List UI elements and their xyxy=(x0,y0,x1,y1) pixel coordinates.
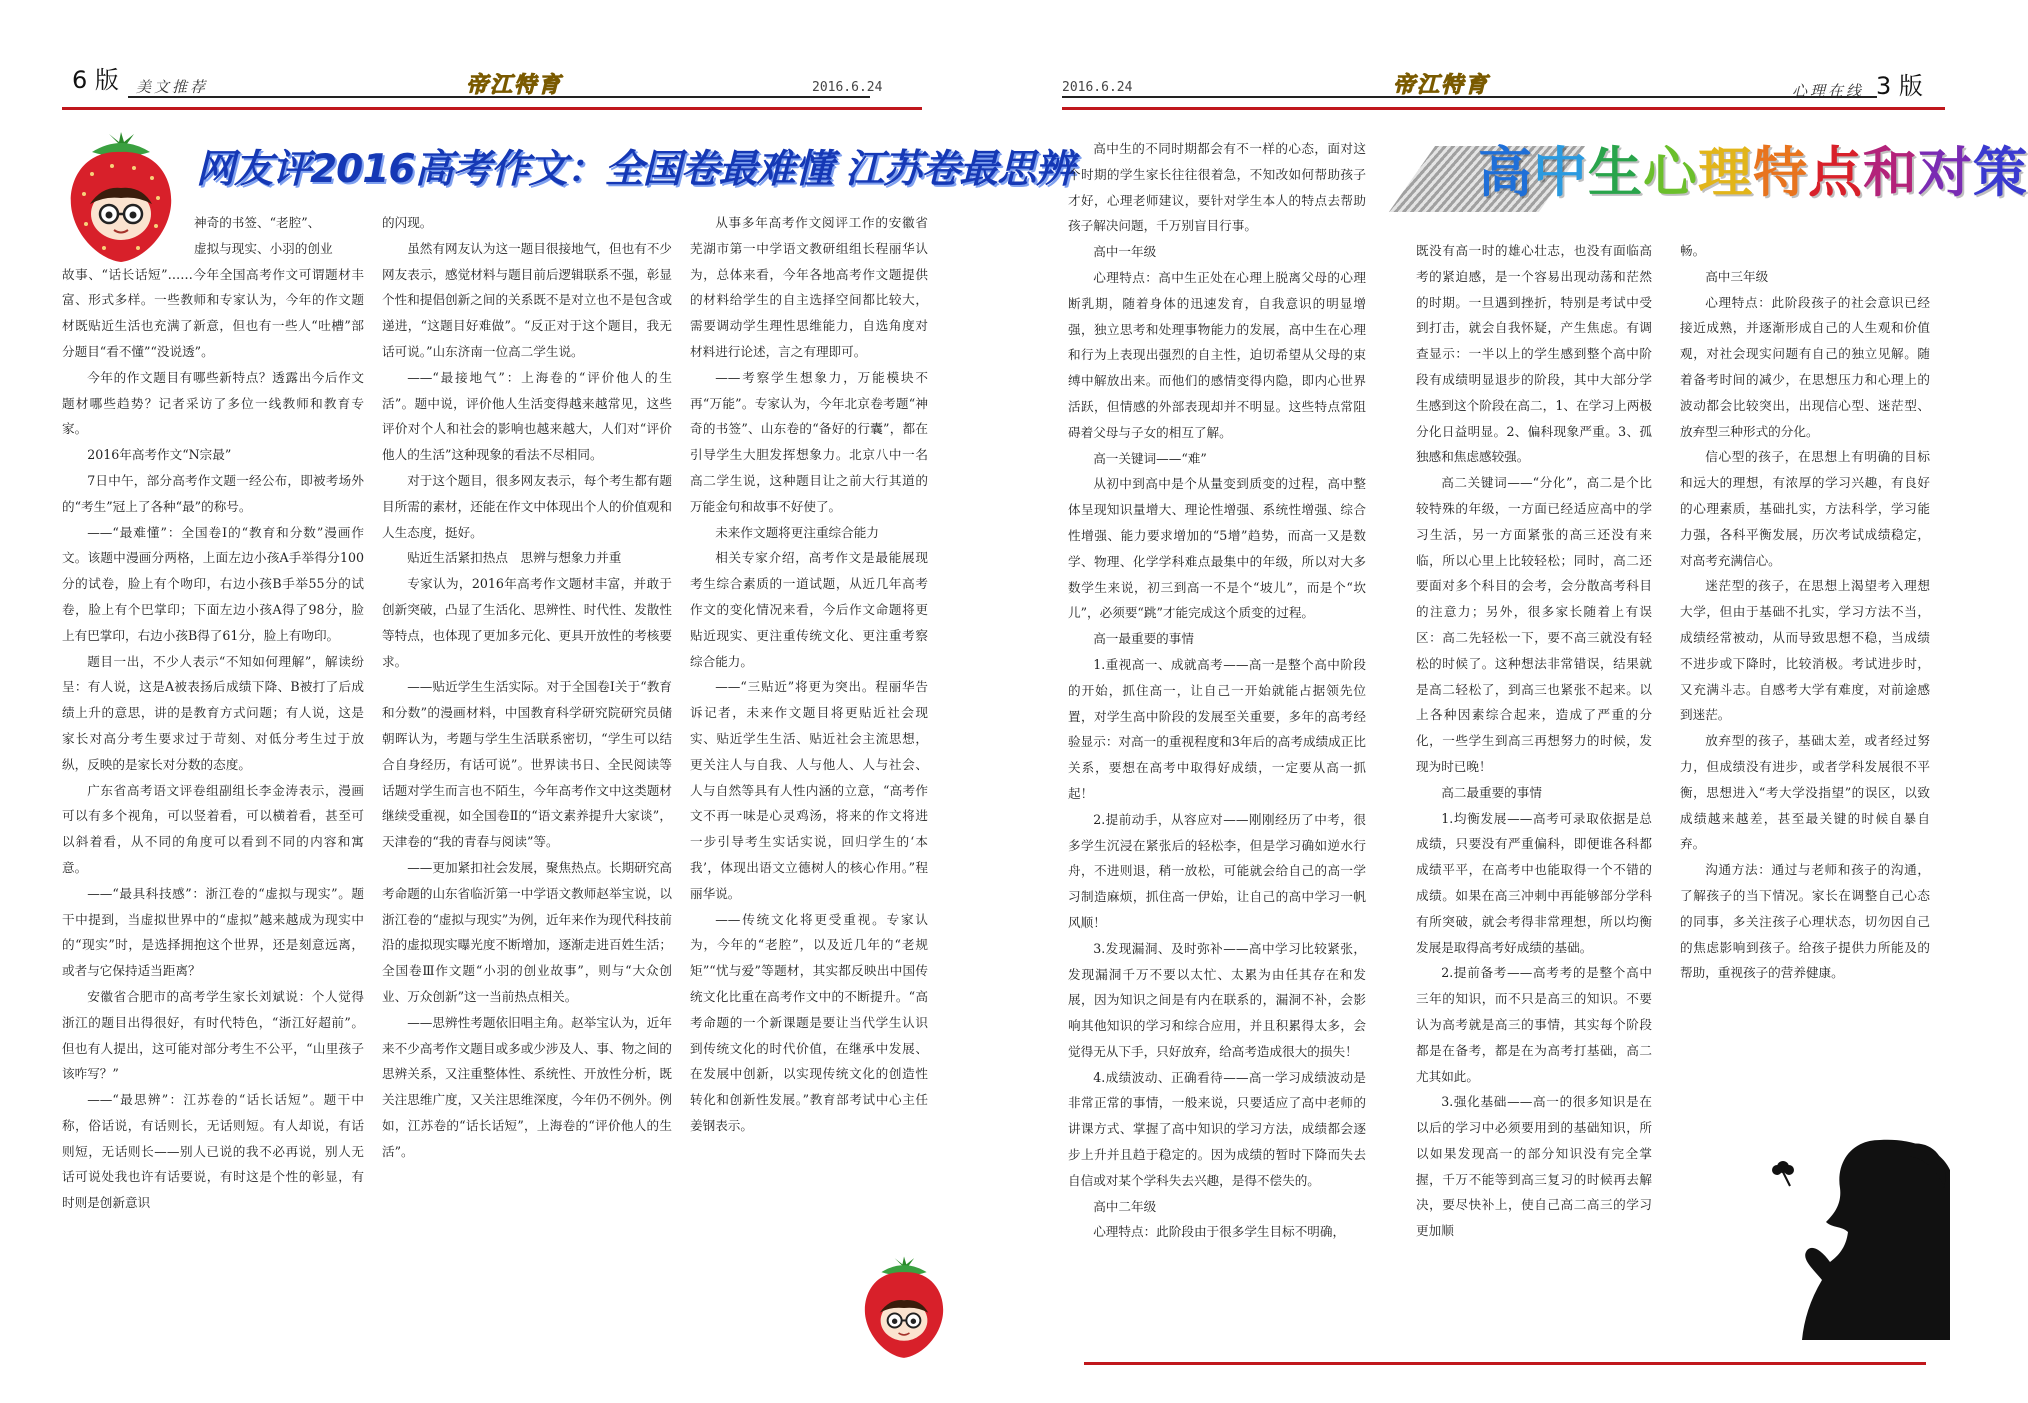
left-article-col-1 xyxy=(62,210,364,1322)
right-col2-para: 2.提前备考——高考考的是整个高中三年的知识，而不只是高三的知识。不要认为高考就是高三的事情，其实每个阶段都是在备考，都是在为高考打基础，高二尤其如此。 xyxy=(1416,965,1652,1084)
left-col2-para: 专家认为，2016年高考作文题材丰富，并敢于创新突破，凸显了生活化、思辨性、时代性、发散性等特点，也体现了更加多元化、更具开放性的考核要求。 xyxy=(382,576,672,669)
left-col1-para: 题目一出，不少人表示“不知如何理解”，解读纷呈：有人说，这是A被表扬后成绩下降、B被打了后成绩上升的意思，讲的是教育方式问题；有人说，这是家长对高分考生要求过于苛刻、对低分考生过于放纵，反映的是家长对分数的态度。 xyxy=(62,653,364,772)
left-col1-para: 故事、“话长话短”……今年全国高考作文可谓题材丰富、形式多样。一些教师和专家认为，今年的作文题材既贴近生活也充满了新意，但也有一些人“吐槽”部分题目“看不懂”“没说透”。 xyxy=(62,266,364,359)
left-col3-para: 从事多年高考作文阅评工作的安徽省芜湖市第一中学语文教研组组长程丽华认为，总体来看，今年各地高考作文题提供的材料给学生的自主选择空间都比较大，需要调动学生理性思维能力，自选角度对材料进行论述，言之有理即可。 xyxy=(690,215,928,359)
right-col3-para: 信心型的孩子，在思想上有明确的目标和远大的理想，有浓厚的学习兴趣，有良好的心理素质，基础扎实，方法科学，学习能力强，各科平衡发展，历次考试成绩稳定，对高考充满信心。 xyxy=(1680,449,1930,568)
right-masthead: 帝江特育 xyxy=(1393,73,1490,98)
left-col2-para: ——“最接地气”：上海卷的“评价他人的生活”。题中说，评价他人生活变得越来越常见，这些评价对个人和社会的影响也越来越大，人们对“评价他人的生活”这种现象的看法不尽相同。 xyxy=(382,369,672,463)
left-col3-para: ——传统文化将更受重视。专家认为，今年的“老腔”，以及近几年的“老规矩”“忧与爱”等题材，其实都反映出中国传统文化比重在高考作文中的不断提升。“高考命题的一个新课题是要让当代学生认识到传统文化的时代价值，在继承中发展、在发展中创新，以实现传统文化的创造性转化和创新性发展。”教育部考试中心主任姜钢表示。 xyxy=(690,911,928,1133)
headline-char: 对 xyxy=(1918,141,1973,204)
left-masthead: 帝江特育 xyxy=(466,73,563,98)
right-col1-para: 心理特点：此阶段由于很多学生目标不明确， xyxy=(1093,1224,1346,1240)
left-col3-para: ——考察学生想象力，万能模块不再“万能”。专家认为，今年北京卷考题“神奇的书签”、山东卷的“备好的行囊”，都在引导学生大胆发挥想象力。北京八中一名高二学生说，这种题目让之前大行其道的万能金句和故事不好使了。 xyxy=(690,369,928,514)
right-top-rule xyxy=(1062,96,1877,98)
right-col1-para: 3.发现漏洞、及时弥补——高中学习比较紧张，发现漏洞千万不要以太忙、太累为由任其存在和发展，因为知识之间是有内在联系的，漏洞不补，会影响其他知识的学习和综合应用，并且积累得太多，会觉得无从下手，只好放弃，给高考造成很大的损失！ xyxy=(1068,940,1366,1059)
right-col1-subhead: 高一关键词——“难” xyxy=(1093,450,1207,466)
right-col2-para: 3.强化基础——高一的很多知识是在以后的学习中必须要用到的基础知识，所以如果发现高一的部分知识没有完全掌握，千万不能等到高三复习的时候再去解决，要尽快补上，使自己高二高三的学习更加顺 xyxy=(1416,1094,1652,1239)
right-col3-para: 放弃型的孩子，基础太差，或者经过努力，但成绩没有进步，或者学科发展很不平衡，思想进入“考大学没指望”的误区，以致成绩越来越差，甚至最关键的时候自暴自弃。 xyxy=(1680,733,1930,852)
right-bottom-red-rule xyxy=(1084,1362,1926,1365)
right-col1-para: 高中生的不同时期都会有不一样的心态，面对这个时期的学生家长往往很着急，不知改如何帮助孩子才好，心理老师建议，要针对学生本人的特点去帮助孩子解决问题，千万别盲目行事。 xyxy=(1068,141,1366,234)
left-col3-para: 相关专家介绍，高考作文是最能展现考生综合素质的一道试题，从近几年高考作文的变化情况来看，今后作文命题将更贴近现实、更注重传统文化、更注重考察综合能力。 xyxy=(690,550,928,669)
left-article-col-2 xyxy=(382,210,672,1322)
left-col1-para: 今年的作文题目有哪些新特点？透露出今后作文题材哪些趋势？记者采访了多位一线教师和教育专家。 xyxy=(62,369,364,437)
left-col2-para: 的闪现。 xyxy=(382,215,433,230)
left-col1-para: ——“最具科技感”：浙江卷的“虚拟与现实”。题干中提到，当虚拟世界中的“虚拟”越来越成为现实中的“现实”时，是选择拥抱这个世界，还是刻意远离，或者与它保持适当距离？ xyxy=(62,885,364,979)
left-col2-para: ——更加紧扣社会发展，聚焦热点。长期研究高考命题的山东省临沂第一中学语文教师赵举宝说，以浙江卷的“虚拟与现实”为例，近年来作为现代科技前沿的虚拟现实曝光度不断增加，逐渐走进百姓生活；全国卷Ⅲ作文题“小羽的创业故事”，则与“大众创业、万众创新”这一当前热点相关。 xyxy=(382,859,672,1004)
right-article-col-1 xyxy=(1068,136,1366,1320)
left-col3-para: ——“三贴近”将更为突出。程丽华告诉记者，未来作文题目将更贴近社会现实、贴近学生生活、贴近社会主流思想，更关注人与自我、人与他人、人与社会、人与自然等具有人性内涵的立意，“高考作文不再一味是心灵鸡汤，将来的作文将进一步引导考生实话实说，回归学生的‘本我’，体现出语文立德树人的核心作用。”程丽华说。 xyxy=(690,679,928,901)
right-date: 2016.6.24 xyxy=(1062,80,1133,95)
left-date: 2016.6.24 xyxy=(812,80,883,95)
headline-char: 和 xyxy=(1863,141,1918,204)
left-col2-para: ——贴近学生生活实际。对于全国卷Ⅰ关于“教育和分数”的漫画材料，中国教育科学研究院研究员储朝晖认为，考题与学生生活联系密切，“学生可以结合自身经历，有话可说”。世界读书日、全民阅读等话题对学生而言也不陌生，今年高考作文中这类题材继续受重视，如全国卷Ⅱ的“语文素养提升大家谈”，天津卷的“我的青春与阅读”等。 xyxy=(382,679,672,850)
right-red-rule xyxy=(1062,107,1945,110)
flower-icon xyxy=(1770,1158,1796,1186)
left-col1-para: ——“最难懂”：全国卷Ⅰ的“教育和分数”漫画作文。该题中漫画分两格，上面左边小孩A手举得分100分的试卷，脸上有个吻印，右边小孩B手举55分的试卷，脸上有个巴掌印；下面左边小孩A得了98分，脸上有巴掌印，右边小孩B得了61分，脸上有吻印。 xyxy=(62,524,364,643)
right-col1-subhead: 高中一年级 xyxy=(1093,244,1157,260)
left-col1-para: ——“最思辨”：江苏卷的“话长话短”。题干中称，俗话说，有话则长，无话则短。有人却说，有话则短，无话则长——别人已说的我不必再说，别人无话可说处我也许有话要说，有时这是个性的彰显，有时则是创新意识 xyxy=(62,1092,364,1211)
headline-char: 策 xyxy=(1973,141,2028,204)
right-col1-subhead: 高一最重要的事情 xyxy=(1093,631,1194,647)
right-col3-para: 畅。 xyxy=(1680,243,1706,258)
left-page-number: 6 版 xyxy=(72,66,119,94)
strawberry-avatar-icon xyxy=(858,1256,950,1360)
right-section-name: 心理在线 xyxy=(1792,84,1865,100)
right-article-col-2 xyxy=(1416,238,1652,1320)
right-col1-para: 4.成绩波动、正确看待——高一学习成绩波动是非常正常的事情，一般来说，只要适应了高中老师的讲课方式、掌握了高中知识的学习方法，成绩都会逐步上升并且趋于稳定的。因为成绩的暂时下降而失去自信或对某个学科失去兴趣，是得不偿失的。 xyxy=(1068,1069,1366,1188)
left-col1-para: 虚拟与现实、小羽的创业 xyxy=(194,240,333,256)
left-article-col-3 xyxy=(690,210,928,1262)
right-col1-para: 从初中到高中是个从量变到质变的过程，高中整体呈现知识量增大、理论性增强、系统性增强、综合性增强、能力要求增加的“5增”趋势，而高一又是数学、物理、化学学科难点最集中的年级，所以对大多数学生来说，初三到高一不是个“坡儿”，而是个“坎儿”，必须要“跳”才能完成这个质变的过程。 xyxy=(1068,476,1366,621)
right-col1-para: 1.重视高一、成就高考——高一是整个高中阶段的开始，抓住高一，让自己一开始就能占据领先位置，对学生高中阶段的发展至关重要，多年的高考经验显示：对高一的重视程度和3年后的高考成绩成正比关系，要想在高考中取得好成绩，一定要从高一抓起！ xyxy=(1068,656,1366,801)
left-col1-para: 7日中午，部分高考作文题一经公布，即被考场外的“考生”冠上了各种“最”的称号。 xyxy=(62,472,364,514)
right-col3-subhead: 高中三年级 xyxy=(1705,268,1769,284)
left-col2-subhead: 贴近生活紧扣热点 思辨与想象力并重 xyxy=(407,550,622,566)
headline-char: 中 xyxy=(1533,141,1588,204)
right-col3-para: 沟通方法：通过与老师和孩子的沟通，了解孩子的当下情况。家长在调整自己心态的同事，多关注孩子心理状态，切勿因自己的焦虑影响到孩子。给孩子提供力所能及的帮助，重视孩子的营养健康。 xyxy=(1680,862,1930,981)
left-red-rule xyxy=(62,107,922,110)
right-col2-subhead: 高二最重要的事情 xyxy=(1441,784,1542,800)
left-col2-para: 虽然有网友认为这一题目很接地气，但也有不少网友表示，感觉材料与题目前后逻辑联系不强，彰显个性和提倡创新之间的关系既不是对立也不是包含或递进，“这题目好难做”。“反正对于这个题目，我无话可说。”山东济南一位高二学生说。 xyxy=(382,240,672,359)
headline-char: 点 xyxy=(1808,141,1863,204)
right-col3-para: 心理特点：此阶段孩子的社会意识已经接近成熟，并逐渐形成自己的人生观和价值观，对社会现实问题有自己的独立见解。随着备考时间的减少，在思想压力和心理上的波动都会比较突出，出现信心型、迷茫型、放弃型三种形式的分化。 xyxy=(1680,294,1930,439)
left-section-name: 美文推荐 xyxy=(136,80,209,96)
right-col1-para: 心理特点：高中生正处在心理上脱离父母的心理断乳期，随着身体的迅速发育，自我意识的明显增强，独立思考和处理事物能力的发展，高中生在心理和行为上表现出强烈的自主性，迫切希望从父母的束缚中解放出来。而他们的感情变得内隐，即内心世界活跃，但情感的外部表现却并不明显。这些特点常阻碍着父母与子女的相互了解。 xyxy=(1068,269,1366,440)
headline-char: 高 xyxy=(1478,141,1533,204)
headline-char: 心 xyxy=(1643,141,1698,204)
right-headline xyxy=(1478,130,2028,207)
left-col1-para: 安徽省合肥市的高考学生家长刘斌说：个人觉得浙江的题目出得很好，有时代特色，“浙江好超前”。但也有人提出，这可能对部分考生不公平，“山里孩子该咋写？” xyxy=(62,988,364,1082)
left-top-rule xyxy=(128,96,870,98)
right-article-col-3 xyxy=(1680,238,1930,1038)
right-col2-para: 1.均衡发展——高考可录取依据是总成绩，只要没有严重偏科，即便谁各科都成绩平平，在高考中也能取得一个不错的成绩。如果在高三冲刺中再能够部分学科有所突破，就会考得非常理想，所以均衡发展是取得高考好成绩的基础。 xyxy=(1416,810,1652,955)
right-page-number: 3 版 xyxy=(1876,72,1923,100)
right-col2-para: 高二关键词——“分化”，高二是个比较特殊的年级，一方面已经适应高中的学习生活，另一方面紧张的高三还没有来临，所以心里上比较轻松；同时，高二还要面对多个科目的会考，会分散高考科目的注意力；另外，很多家长随着上有误区：高二先轻松一下，要不高三就没有轻松的时候了。这种想法非常错误，结果就是高二轻松了，到高三也紧张不起来。以上各种因素综合起来，造成了严重的分化，一些学生到高三再想努力的时候，发现为时已晚！ xyxy=(1416,475,1652,774)
right-col1-subhead: 高中二年级 xyxy=(1093,1198,1157,1214)
headline-char: 特 xyxy=(1753,141,1808,204)
right-col1-para: 2.提前动手，从容应对——刚刚经历了中考，很多学生沉浸在紧张后的轻松李，但是学习确如逆水行舟，不进则退，稍一放松，可能就会给自己的高一学习制造麻烦，抓住高一伊始，让自己的高中学习一帆风顺！ xyxy=(1068,811,1366,930)
left-col1-subhead: 2016年高考作文“N宗最” xyxy=(87,447,232,463)
right-col2-para: 既没有高一时的雄心壮志，也没有面临高考的紧迫感，是一个容易出现动荡和茫然的时期。一旦遇到挫折，特别是考试中受到打击，就会自我怀疑，产生焦虑。有调查显示：一半以上的学生感到整个高中阶段有成绩明显退步的阶段，其中大部分学生感到这个阶段在高二，1、在学习上两极分化日益明显。2、偏科现象严重。3、孤独感和焦虑感较强。 xyxy=(1416,243,1652,465)
left-col3-subhead: 未来作文题将更注重综合能力 xyxy=(715,524,879,540)
left-col1-para: 广东省高考语文评卷组副组长李金涛表示，漫画可以有多个视角，可以竖着看，可以横着看，甚至可以斜着看，从不同的角度可以看到不同的内容和寓意。 xyxy=(62,782,364,875)
right-col3-para: 迷茫型的孩子，在思想上渴望考入理想大学，但由于基础不扎实，学习方法不当，成绩经常被动，从而导致思想不稳，当成绩不进步或下降时，比较消极。考试进步时，又充满斗志。自感考大学有难度，对前途感到迷茫。 xyxy=(1680,578,1930,723)
left-col2-para: ——思辨性考题依旧唱主角。赵举宝认为，近年来不少高考作文题目或多或少涉及人、事、物之间的思辨关系，又注重整体性、系统性、开放性分析，既关注思维广度，又关注思维深度，今年仍不例外。例如，江苏卷的“话长话短”，上海卷的“评价他人的生活”。 xyxy=(382,1014,672,1159)
left-col2-para: 对于这个题目，很多网友表示，每个考生都有题目所需的素材，还能在作文中体现出个人的价值观和人生态度，挺好。 xyxy=(382,472,672,540)
headline-char: 生 xyxy=(1588,141,1643,204)
headline-char: 理 xyxy=(1698,141,1753,204)
left-col1-para: 神奇的书签、“老腔”、 xyxy=(194,215,321,230)
left-headline: 网友评2016高考作文：全国卷最难懂 江苏卷最思辨 xyxy=(196,147,1074,192)
